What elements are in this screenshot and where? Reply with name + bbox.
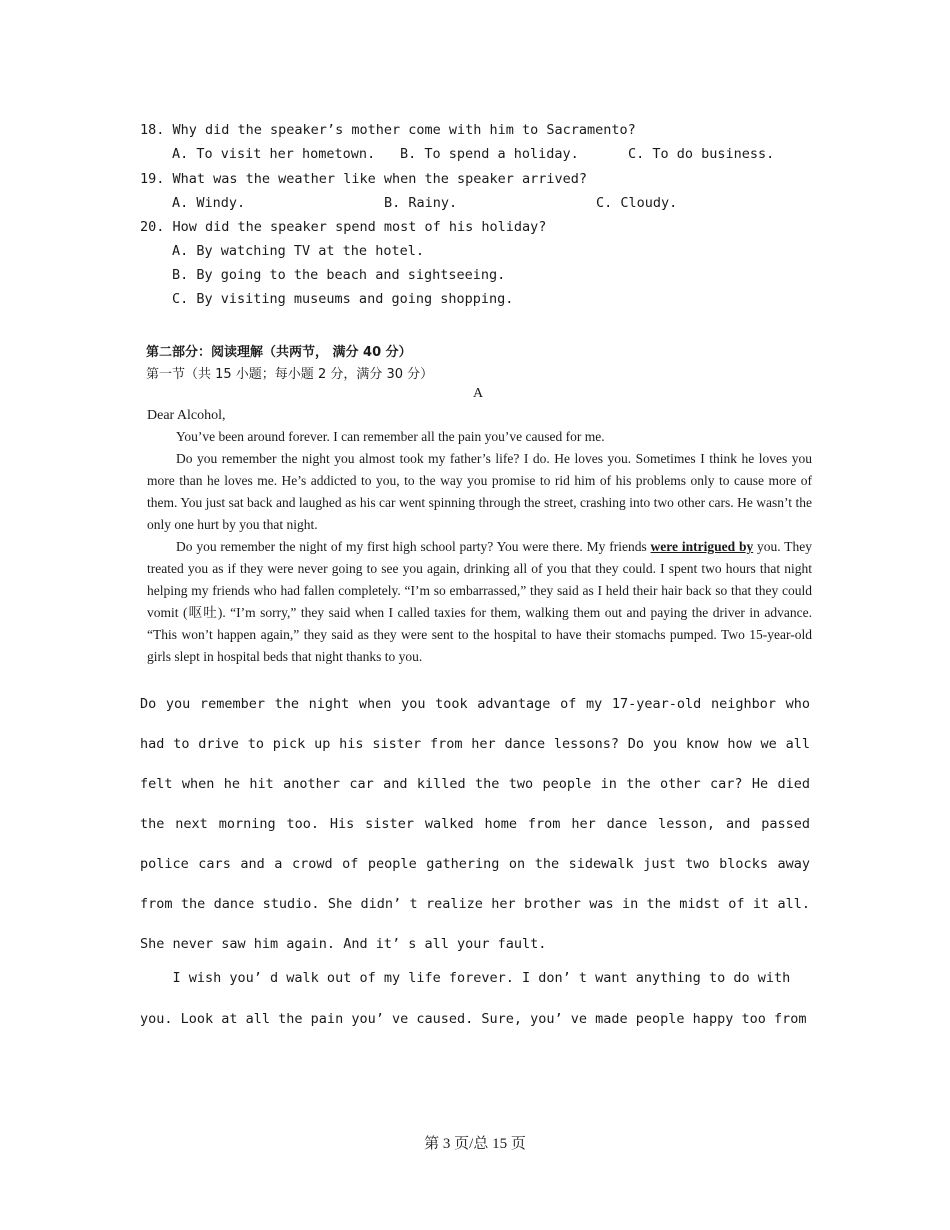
question-18-option-c: C. To do business. — [628, 146, 775, 162]
question-18-option-b: B. To spend a holiday. — [400, 146, 579, 162]
passage-paragraph-5-line-2: you. Look at all the pain you’ ve caused. Sure, you’ ve made people happy too from — [140, 1011, 807, 1027]
section-title: 第二部分：阅读理解（共两节， 满分 40 分） — [146, 345, 412, 360]
question-20-stem: 20. How did the speaker spend most of his holiday? — [140, 219, 547, 235]
question-19-option-c: C. Cloudy. — [596, 195, 678, 211]
paragraph-3-rest: you. They treated you as if they were never going to see you again, drinking all of you that they could. I spent two hours that night helping my friends who had fallen completely. “I’m so embarrassed,” they said as I held their hair back so that they could vomit (呕吐). “I’m sorry,” they said when I called taxies for them, walking them out and paying the driver in advance. “This won’t happen again,” they said as they were sent to the hospital to have their stomachs pumped. Two 15-year-old girls slept in hospital beds that night thanks to you. — [147, 539, 812, 664]
question-19-option-b: B. Rainy. — [384, 195, 458, 211]
letter-greeting: Dear Alcohol, — [147, 408, 226, 423]
paragraph-3-lead: Do you remember the night of my first high school party? You were there. My friends — [176, 539, 651, 554]
passage-paragraph-5-line-1: I wish you’ d walk out of my life forever. I don’ t want anything to do with — [140, 970, 791, 986]
passage-paragraph-1: You’ve been around forever. I can remember all the pain you’ve caused for me. — [176, 429, 605, 444]
section-subtitle: 第一节（共 15 小题；每小题 2 分，满分 30 分） — [146, 367, 434, 382]
question-19-option-a: A. Windy. — [172, 195, 246, 211]
question-20-option-a: A. By watching TV at the hotel. — [172, 243, 424, 259]
passage-letter: A — [473, 386, 484, 401]
passage-paragraph-3 — [147, 536, 812, 668]
question-18-option-a: A. To visit her hometown. — [172, 146, 376, 162]
question-20-option-b: B. By going to the beach and sightseeing. — [172, 267, 506, 283]
passage-paragraph-4: Do you remember the night when you took advantage of my 17-year-old neighbor who had to drive to pick up his sister from her dance lessons? Do you know how we all felt when he hit another car and killed the two people in the other car? He died the next morning too. His sister walked home from her dance lesson, and passed police cars and a crowd of people gathering on the sidewalk just two blocks away from the dance studio. She didn’ t realize her brother was in the midst of it all. She never saw him again. And it’ s all your fault. — [140, 696, 810, 952]
underlined-phrase: were intrigued by — [650, 539, 754, 554]
passage-paragraph-2: Do you remember the night you almost took my father’s life? I do. He loves you. Sometimes I think he loves you more than he loves me. He’s addicted to you, to the way you promise to rid him of his problems only to cause more of them. You just sat back and laughed as his car went spinning through the street, crashing into two other cars. He wasn’t the only one hurt by you that night. — [147, 451, 812, 532]
question-19-stem: 19. What was the weather like when the speaker arrived? — [140, 171, 588, 187]
page-footer: 第 3 页/总 15 页 — [424, 1136, 526, 1152]
question-20-option-c: C. By visiting museums and going shopping. — [172, 291, 514, 307]
question-18-stem: 18. Why did the speaker’s mother come with him to Sacramento? — [140, 122, 636, 138]
